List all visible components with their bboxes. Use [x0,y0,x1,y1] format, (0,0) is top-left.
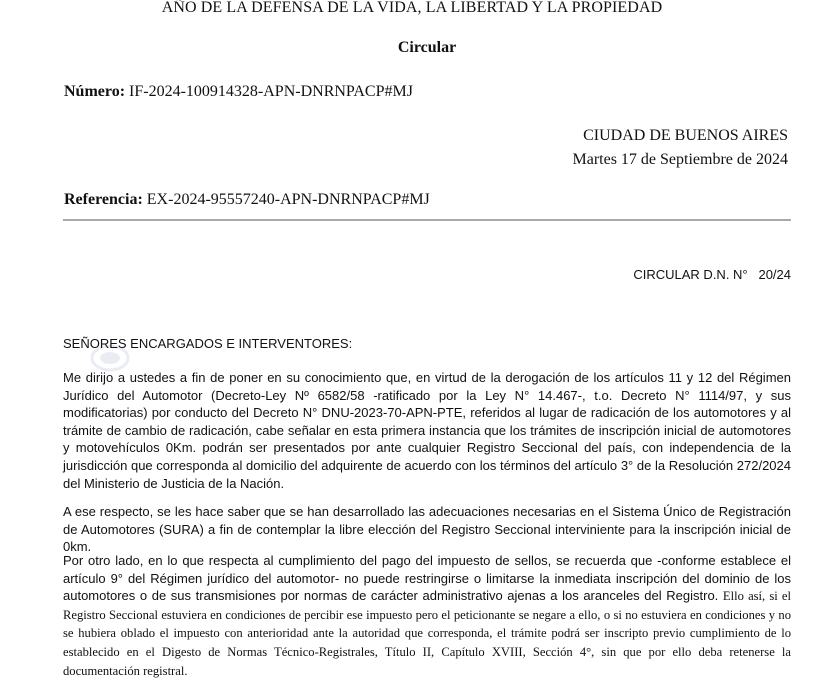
paragraph-1: Me dirijo a ustedes a fin de poner en su conocimiento que, en virtud de la derogación de los artículos 11 y 12 del Régimen Jurídico del Automotor (Decreto-Ley Nº 6582/58 -ratificado por la Ley N° 14.467-, t.o. Decreto N° 1114/97, y sus modificatorias) por conducto del Decreto N° DNU-2023-70-APN-PTE, referidos al lugar de radicación de los automotores y al trámite de cambio de radicación, cabe señalar en esta primera instancia que los trámites de inscripción inicial de automotores y motovehículos 0Km. podrán ser presentados por ante cualquier Registro Seccional del país, con independencia de la jurisdicción que corresponda al domicilio del adquirente de acuerdo con los términos del artículo 3° de la Resolución 272/2024 del Ministerio de Justicia de la Nación. [63,370,791,491]
circular-number: CIRCULAR D.N. N° 20/24 [633,267,791,282]
salutation: SEÑORES ENCARGADOS E INTERVENTORES: [63,336,353,351]
referencia-label: Referencia: [64,191,143,208]
paragraph-3 [63,552,791,680]
paragraph-3-serif: Ello así, si el Registro Seccional estuviera en condiciones de percibir ese impuesto pero el peticionante se negare a ello, o si no estuviera en condiciones y no se hubiera oblado el impuesto con anterioridad ante la autoridad que corresponda, el trámite podrá ser inscripto previo cumplimiento de lo establecido en el Digesto de Normas Técnico-Registrales, Título II, Capítulo XVIII, Sección 4°, sin que por ello deba retenerse la documentación registral. [63,589,791,678]
numero-line [64,83,413,101]
document-type-title: Circular [397,39,457,56]
paragraph-3-sans: Por otro lado, en lo que respecta al cumplimiento del pago del impuesto de sellos, se recuerda que -conforme establece el artículo 9° del Régimen jurídico del automotor- no puede restringirse o limitarse la inmediata inscripción del dominio de los automotores o de sus transmisiones por normas de carácter administrativo ajenas a los aranceles del Registro. [63,553,791,604]
numero-value: IF-2024-100914328-APN-DNRNPACP#MJ [129,83,413,100]
numero-label: Número: [64,83,126,100]
referencia-value: EX-2024-95557240-APN-DNRNPACP#MJ [146,191,430,208]
referencia-line [64,191,430,209]
date-line: Martes 17 de Septiembre de 2024 [572,151,788,168]
header-divider [63,219,791,221]
city-line: CIUDAD DE BUENOS AIRES [583,127,788,144]
header-motto: AÑO DE LA DEFENSA DE LA VIDA, LA LIBERTAD Y LA PROPIEDAD [161,0,663,16]
paragraph-2: A ese respecto, se les hace saber que se han desarrollado las adecuaciones necesarias en el Sistema Único de Registración de Automotores (SURA) a fin de contemplar la libre elección del Registro Seccional interviniente para la inscripción inicial de 0km. [63,504,791,555]
